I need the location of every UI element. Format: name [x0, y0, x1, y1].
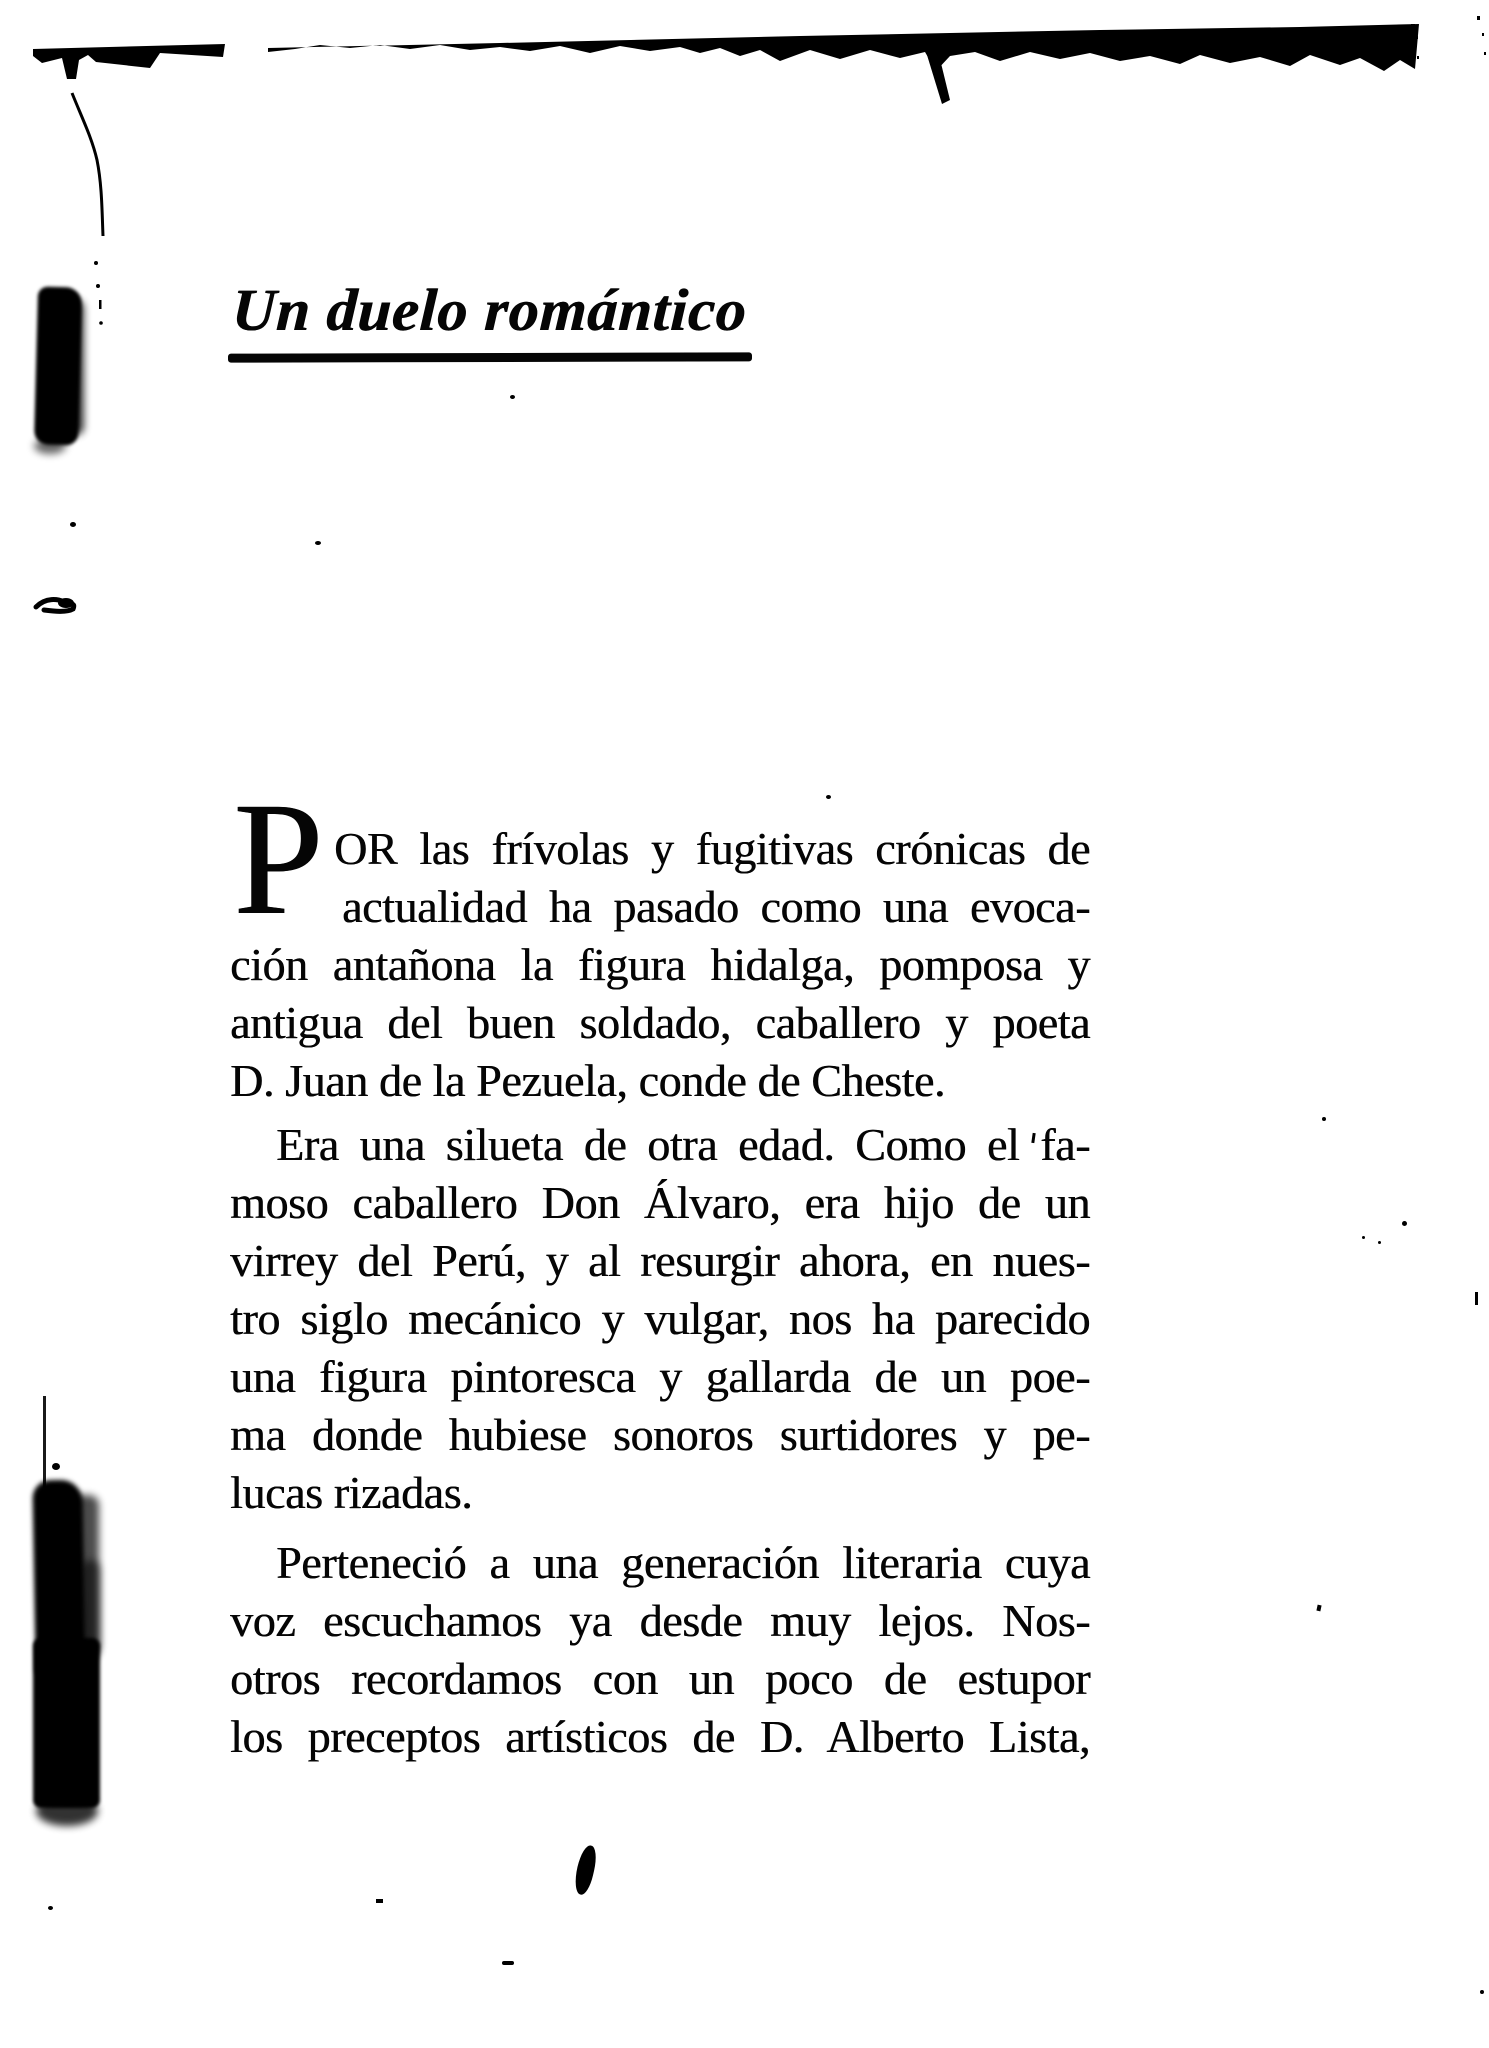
scan-speck [502, 1961, 514, 1965]
text-line: D. Juan de la Pezuela, conde de Cheste. [230, 1055, 946, 1106]
text-line: actualidad ha pasado como una evoca- [342, 881, 1090, 932]
scan-speck [1415, 36, 1418, 39]
page-title: Un duelo romántico [230, 277, 749, 343]
text-line: ción antañona la figura hidalga, pomposa y [230, 939, 1090, 990]
scan-hairline-left [43, 1396, 46, 1488]
scan-speck [1482, 33, 1484, 36]
text-line: tro siglo mecánico y vulgar, nos ha parecido [230, 1293, 1090, 1344]
body-text [230, 820, 1090, 1766]
title-underline [228, 352, 752, 362]
text-line: lucas rizadas. [230, 1467, 473, 1518]
text-line: ma donde hubiese sonoros surtidores y pe- [230, 1409, 1090, 1460]
paragraph [230, 820, 1090, 1110]
scan-speck [1322, 1117, 1326, 1121]
scan-speck [1484, 52, 1486, 55]
scan-speck [1475, 1292, 1478, 1305]
text-line: virrey del Perú, y al resurgir ahora, en nues- [230, 1235, 1090, 1286]
scan-speck [1362, 1236, 1365, 1239]
text-line: voz escuchamos ya desde muy lejos. Nos- [230, 1595, 1090, 1646]
scan-smudge-upper-left-tail [34, 438, 66, 454]
text-line: los preceptos artísticos de D. Alberto Lista, [230, 1711, 1090, 1762]
scan-speck [52, 1463, 60, 1470]
text-line: OR las frívolas y fugitivas crónicas de [334, 823, 1090, 874]
scan-speck [376, 1899, 383, 1903]
drop-cap-letter: P [233, 770, 324, 949]
paragraph [230, 1534, 1090, 1766]
scan-blob-lower-left-bottom [33, 1638, 100, 1808]
text-line: otros recordamos con un poco de estupor [230, 1653, 1090, 1704]
scan-speck [1413, 48, 1416, 51]
scan-speck [1411, 24, 1415, 28]
text-line: una figura pintoresca y gallarda de un poe- [230, 1351, 1090, 1402]
scan-smudge-upper-left-fringe [62, 300, 84, 435]
scan-speck [70, 522, 76, 527]
scan-speck [826, 795, 831, 799]
text-line: Era una silueta de otra edad. Como el fa- [276, 1119, 1090, 1170]
paragraph [230, 1116, 1090, 1522]
scan-speck [510, 395, 515, 399]
scan-speck [1378, 1241, 1381, 1244]
scan-speck [1402, 1221, 1407, 1226]
text-line: moso caballero Don Álvaro, era hijo de un [230, 1177, 1090, 1228]
scan-speck [1417, 56, 1419, 59]
text-line: Perteneció a una generación literaria cuya [276, 1537, 1090, 1588]
scan-blob-lower-left-foot [36, 1796, 98, 1826]
scan-speck [315, 541, 321, 545]
scan-speck [48, 1906, 53, 1910]
scan-speck [1477, 16, 1480, 20]
text-line: antigua del buen soldado, caballero y poeta [230, 997, 1090, 1048]
scan-speck [1480, 1990, 1484, 1994]
